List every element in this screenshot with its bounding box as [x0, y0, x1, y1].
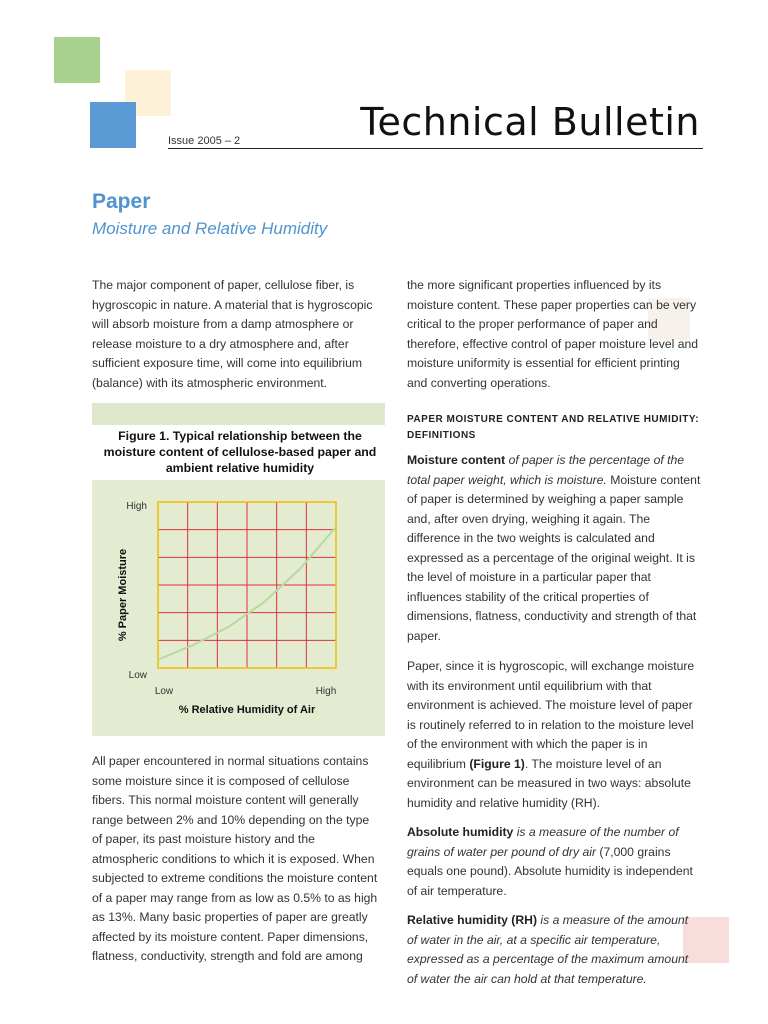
absolute-humidity-definition: is a measure of the number of grains of water per pound of dry air: [407, 825, 679, 859]
moisture-content-term: Moisture content: [407, 453, 506, 467]
section-heading: PAPER MOISTURE CONTENT AND RELATIVE HUMIDITY: DEFINITIONS: [407, 414, 700, 441]
figure-band: [92, 403, 385, 425]
figure-reference: (Figure 1): [469, 756, 525, 771]
article-subtitle: Moisture and Relative Humidity: [92, 219, 328, 238]
moisture-content-definition: of paper is the percentage of the total paper weight, which is moisture.: [407, 453, 685, 487]
right-intro-text: the more significant properties influenced by its moisture content. These paper properties can be very critical to the proper performance of paper and therefore, effective control of paper moisture level and moisture uniformity is essential for efficient printing and converting operations.: [407, 278, 699, 390]
x-tick-low: Low: [154, 686, 174, 697]
y-axis-label: % Paper Moisture: [117, 548, 129, 642]
decor-blue-square: [90, 102, 136, 148]
figure-caption: Figure 1. Typical relationship between the moisture content of cellulose-based paper and ambient relative humidity: [103, 429, 377, 475]
x-tick-high: High: [315, 686, 337, 697]
article-title: Paper: [92, 190, 151, 213]
absolute-humidity-term: Absolute humidity: [407, 825, 514, 839]
equilibrium-paragraph: [407, 657, 701, 813]
absolute-humidity-rest: (7,000 grains equals one pound). Absolute humidity is independent of air temperature.: [407, 844, 693, 898]
chart-svg: [92, 480, 385, 736]
left-body-paragraph: [92, 752, 382, 967]
issue-number: Issue 2005 – 2: [168, 135, 241, 147]
absolute-humidity-paragraph: [407, 823, 701, 901]
equilibrium-text-a: Paper, since it is hygroscopic, will exchange moisture with its environment until equilibrium with that environment is achieved. The moisture level of paper is routinely referred to in relation to the moisture level of the environment with which the paper is in equilibrium: [407, 659, 695, 771]
moisture-content-paragraph: [407, 451, 701, 646]
header-rule: [168, 148, 703, 149]
left-body-text: All paper encountered in normal situations contains some moisture since it is composed of cellulose fibers. This normal moisture content will generally range between 2% and 10% depending on the type of paper, its past moisture history and the atmospheric conditions to which it is exposed. When subjected to extreme conditions the moisture content of a paper may range from as low as 0.5% to as high as 13%. Many basic properties of paper are greatly affected by its moisture content. Paper dimensions, flatness, conductivity, strength and fold are among: [92, 754, 378, 963]
chart-grid: [158, 502, 336, 668]
relative-humidity-paragraph: [407, 911, 701, 989]
decor-green-square: [54, 37, 100, 83]
right-column: [407, 276, 701, 989]
left-intro-text: The major component of paper, cellulose fiber, is hygroscopic in nature. A material that is hygroscopic will absorb moisture from a damp atmosphere or release moisture to a dry atmosphere and, after sufficient exposure time, will come into equilibrium (balance) with its atmospheric environment.: [92, 278, 373, 390]
figure-chart: [92, 480, 385, 736]
x-axis-label: % Relative Humidity of Air: [178, 704, 316, 716]
equilibrium-text-b: . The moisture level of an environment can be measured in two ways: absolute humidity and relative humidity (RH).: [407, 756, 691, 810]
y-tick-low: Low: [128, 670, 147, 681]
bulletin-title: Technical Bulletin: [360, 100, 700, 144]
relative-humidity-definition: is a measure of the amount of water in the air, at a specific air temperature, expressed as a percentage of the maximum amount of water the air can hold at that temperature.: [407, 913, 689, 986]
y-tick-high: High: [126, 501, 147, 512]
relative-humidity-term: Relative humidity (RH): [407, 913, 538, 927]
moisture-content-rest: Moisture content of paper is determined by weighing a paper sample and, after oven drying, weighing it again. The difference in the two weights is calculated and expressed as a percentage of the original weight. It is the level of moisture in a particular paper that influences stability of the critical properties of dimensions, flatness, conductivity and strength of that paper.: [407, 472, 701, 643]
left-intro-paragraph: [92, 276, 382, 393]
